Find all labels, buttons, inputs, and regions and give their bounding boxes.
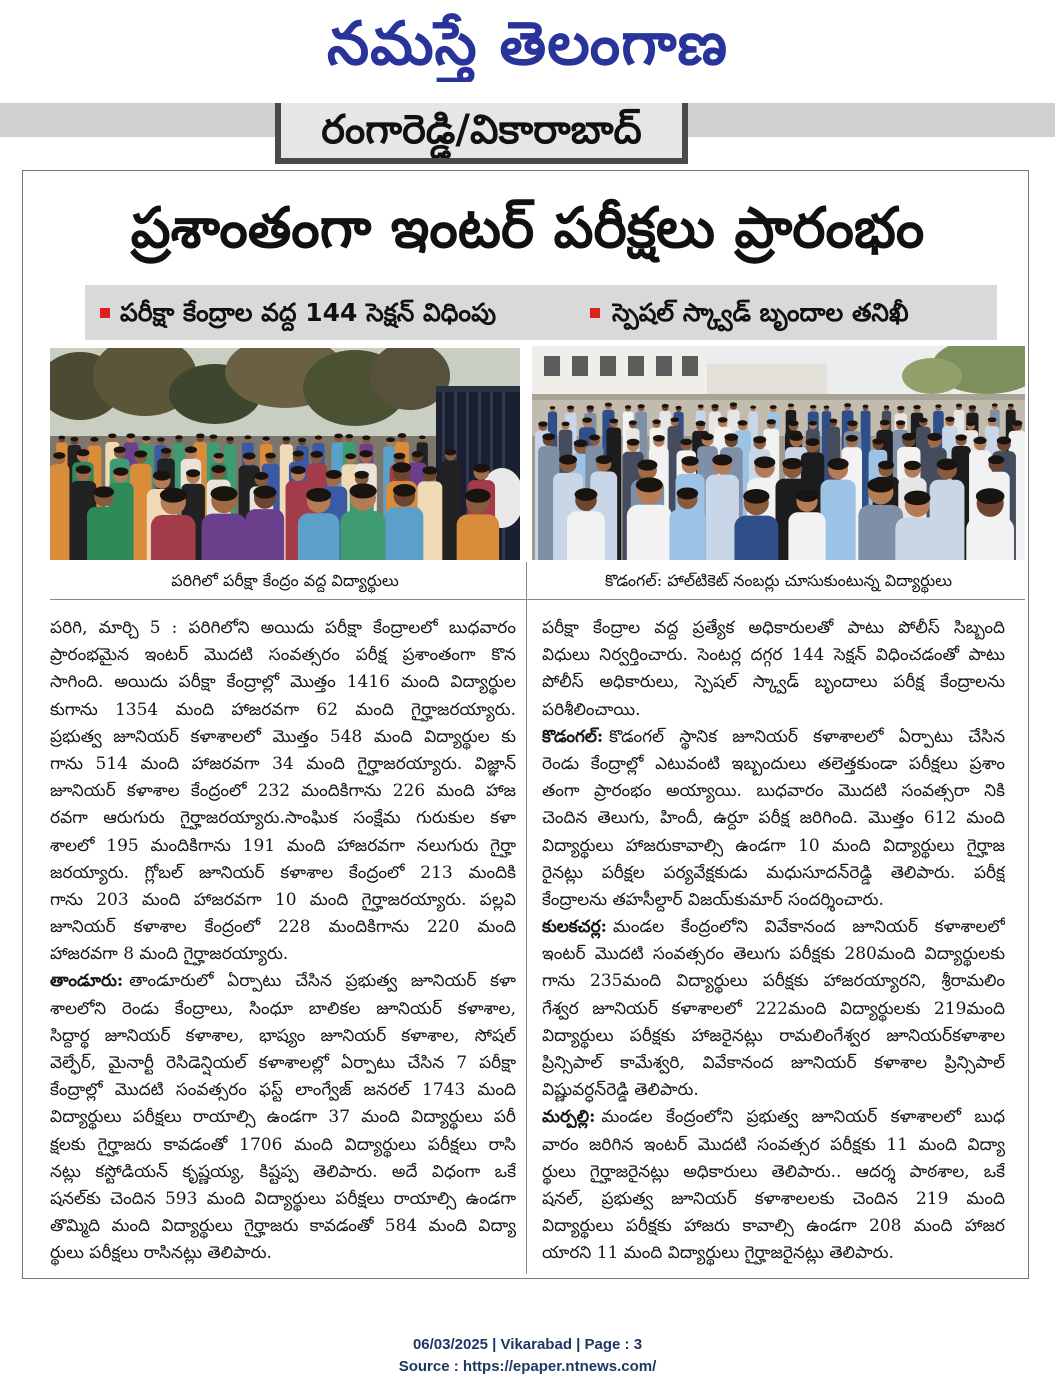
text-line: [50, 833, 516, 860]
line-text: కేంద్రాల్లో మొదటి సంవత్సరం ఫస్ట్ లాంగ్వేజ్ జనరల్ 1743 మంది: [50, 1080, 516, 1101]
text-line: [542, 805, 1005, 832]
text-line: [50, 751, 516, 778]
text-line: [542, 724, 1005, 751]
line-text: విద్యార్థులు పరీక్షలు రాయాల్సి ఉండగా 37 మంది విద్యార్థులు పరీ: [50, 1107, 516, 1128]
line-text: షనల్‌కు చెందిన 593 మంది విద్యార్థులు పరీక్షలు రాయాల్సి ఉండగా: [50, 1188, 516, 1209]
section-label: రంగారెడ్డి/వికారాబాద్: [281, 103, 682, 158]
line-text: క్షలకు గైర్హాజరు కావడంతో 1706 మంది విద్యార్థులు పరీక్షలు రాసి: [50, 1134, 516, 1155]
text-line: [542, 1023, 1005, 1050]
text-line: [50, 1104, 516, 1131]
line-text: ప్రారంభమైన ఇంటర్ మొదటి సంవత్సరం పరీక్ష ప్రశాంతంగా కొన: [50, 645, 516, 666]
text-line: [542, 941, 1005, 968]
photo-students-checking-hallticket: [532, 346, 1025, 560]
line-text: విద్యార్థులు పరీక్షకు హాజరైనట్లు రామలింగేశ్వర జూనియర్‌కళాశాల: [542, 1025, 1005, 1046]
text-line: [542, 751, 1005, 778]
subheadline-2: స్పెషల్ స్క్వాడ్ బృందాల తనిఖీ: [612, 298, 909, 327]
text-line: [542, 669, 1005, 696]
dateline-place: కొడంగల్:: [542, 726, 604, 747]
photo-crowd-image: [50, 348, 520, 560]
text-line: [542, 1213, 1005, 1240]
text-line: [542, 833, 1005, 860]
photo-crowd-image: [532, 346, 1025, 560]
text-line: [50, 1050, 516, 1077]
text-line: [542, 1050, 1005, 1077]
line-text: పోలీస్ అధికారులు, స్పెషల్ స్క్వాడ్ బృందాలు పరీక్ష కేంద్రాలను: [542, 672, 1005, 693]
masthead-logo: నమస్తే తెలంగాణ: [326, 9, 729, 79]
text-line: [50, 968, 516, 995]
text-line: [542, 1077, 1005, 1104]
line-text: రవగా ఆరుగురు గైర్హాజరయ్యారు.సాంఘిక సంక్షేమ గురుకుల కళా: [50, 808, 516, 829]
text-line: [50, 805, 516, 832]
text-line: [50, 778, 516, 805]
text-line: [50, 1186, 516, 1213]
line-text: కొడంగల్ స్థానిక జూనియర్ కళాశాలలో ఏర్పాటు చేసిన: [609, 726, 1005, 747]
line-text: విద్యార్థులు హాజరుకావాల్సి ఉండగా 10 మంది విద్యార్థులు గైర్హాజ: [542, 835, 1005, 856]
line-text: వారం జరిగిన ఇంటర్ మొదటి సంవత్సర పరీక్షకు 11 మంది విద్యా: [542, 1134, 1005, 1155]
line-text: హాజరవగా 8 మంది గైర్హాజరయ్యారు.: [50, 944, 289, 965]
text-line: [50, 697, 516, 724]
line-text: గాను 235మంది విద్యార్థులు పరీక్షకు హాజరయ్యారని, శ్రీరామలిం: [542, 971, 1005, 992]
photo-students-at-exam-center: [50, 348, 520, 560]
text-line: [542, 887, 1005, 914]
text-line: [50, 1077, 516, 1104]
caption-rule: [50, 599, 1025, 600]
article-headline: ప్రశాంతంగా ఇంటర్ పరీక్షలు ప్రారంభం: [130, 196, 925, 261]
line-text: మండల కేంద్రంలోని వివేకానంద జూనియర్ కళాశాలలో: [612, 917, 1005, 938]
footer-source-line: Source : https://epaper.ntnews.com/: [398, 1358, 657, 1375]
line-text: ర్థులు గైర్హాజరైనట్లు అధికారులు తెలిపారు.. ఆదర్శ పాఠశాల, ఒకే: [542, 1161, 1005, 1182]
footer-edition-line: 06/03/2025 | Vikarabad | Page : 3: [412, 1336, 643, 1353]
text-line: [50, 941, 516, 968]
text-line: [50, 669, 516, 696]
text-line: [542, 642, 1005, 669]
red-square-bullet-icon: [590, 308, 600, 318]
text-line: [50, 1240, 516, 1267]
line-text: వెల్ఫేర్, మైనార్టీ రెసిడెన్షియల్ కళాశాలల్లో ఏర్పాటు చేసిన 7 పరీక్షా: [50, 1053, 516, 1073]
article-column-right: [542, 615, 1005, 1268]
text-line: [542, 697, 1005, 724]
line-text: గాను 514 మంది హాజరవగా 34 మంది గైర్హాజరయ్యారు. విజ్ఞాన్: [50, 753, 516, 774]
text-line: [542, 996, 1005, 1023]
photo-caption-2: కొడంగల్: హాల్‌టికెట్ నంబర్లు చూసుకుంటున్న విద్యార్థులు: [605, 571, 952, 590]
line-text: మండల కేంద్రంలోని ప్రభుత్వ జూనియర్ కళాశాలలో బుధ: [601, 1107, 1005, 1128]
line-text: పరీక్షా కేంద్రాల వద్ద ప్రత్యేక అధికారులతో పాటు పోలీస్ సిబ్బంది: [542, 618, 1005, 638]
line-text: విధులు నిర్వర్తించారు. సెంటర్ల దగ్గర 144 సెక్షన్ విధించడంతో పాటు: [542, 645, 1005, 666]
line-text: పరిశీలించాయి.: [542, 699, 641, 720]
subheadline-1: పరీక్షా కేంద్రాల వద్ద 144 సెక్షన్ విధింపు: [120, 298, 497, 327]
text-line: [542, 1132, 1005, 1159]
line-text: కుగాను 1354 మంది హాజరవగా 62 మంది గైర్హాజరయ్యారు.: [50, 699, 516, 720]
line-text: జరయ్యారు. గ్లోబల్ జూనియర్ కళాశాల కేంద్రంలో 213 మందికి: [50, 862, 516, 883]
text-line: [50, 996, 516, 1023]
text-line: [50, 914, 516, 941]
text-line: [50, 1023, 516, 1050]
dateline-place: మర్పల్లి:: [542, 1107, 596, 1128]
line-text: నట్లు కస్టోడియన్ కృష్ణయ్య, కిష్టప్ప తెలిపారు. అదే విధంగా ఒకే: [50, 1161, 516, 1182]
photo-caption-1: పరిగిలో పరీక్షా కేంద్రం వద్ద విద్యార్థులు: [171, 571, 399, 590]
crowd-figure: [50, 452, 69, 560]
red-square-bullet-icon: [100, 308, 110, 318]
line-text: యారని 11 మంది విద్యార్థులు గైర్హాజరైనట్లు తెలిపారు.: [542, 1243, 894, 1264]
text-line: [50, 724, 516, 751]
text-line: [542, 860, 1005, 887]
line-text: కేంద్రాలను తహసీల్దార్ విజయ్‌కుమార్ సందర్శించారు.: [542, 889, 884, 910]
dateline-place: కులకచర్ల:: [542, 917, 607, 938]
line-text: ప్రభుత్వ జూనియర్ కళాశాలలో మొత్తం 548 మంది విద్యార్థుల కు: [50, 726, 516, 747]
text-line: [542, 968, 1005, 995]
dateline-place: తాండూరు:: [50, 971, 124, 992]
line-text: పరిగి, మార్చి 5 : పరిగిలోని అయిదు పరీక్షా కేంద్రాలలో బుధవారం: [50, 618, 516, 638]
text-line: [50, 1159, 516, 1186]
text-line: [50, 1213, 516, 1240]
line-text: విద్యార్థులు పరీక్షకు హాజరు కావాల్సి ఉండగా 208 మంది హాజర: [542, 1216, 1005, 1237]
line-text: ప్రిన్సిపాల్ కామేశ్వరి, వివేకానంద జూనియర్ కళాశాల ప్రిన్సిపాల్: [542, 1053, 1005, 1073]
text-line: [542, 778, 1005, 805]
text-line: [50, 1132, 516, 1159]
line-text: రెండు కేంద్రాల్లో ఎటువంటి ఇబ్బందులు తలెత్తకుండా పరీక్షలు ప్రశాం: [542, 753, 1005, 774]
article-column-left: [50, 615, 516, 1268]
line-text: జూనియర్ కళాశాల కేంద్రంలో 232 మందికిగాను 226 మంది హాజ: [50, 781, 516, 802]
text-line: [50, 860, 516, 887]
text-line: [542, 1104, 1005, 1131]
text-line: [542, 1159, 1005, 1186]
line-text: విష్ణువర్ధన్‌రెడ్డి తెలిపారు.: [542, 1080, 699, 1101]
line-text: గాను 203 మంది హాజరవగా 10 మంది గైర్హాజరయ్యారు. పల్లవి: [50, 889, 516, 910]
line-text: తంగా ప్రారంభం అయ్యాయి. బుధవారం మొదటి సంవత్సరా నికి: [542, 781, 1005, 802]
line-text: జూనియర్ కళాశాల కేంద్రంలో 228 మందికిగాను 220 మంది: [50, 917, 516, 938]
line-text: సిద్దార్థ జూనియర్ కళాశాల, భాష్యం జూనియర్ కళాశాల, సోషల్: [50, 1025, 516, 1046]
line-text: రైనట్లు పరీక్షల పర్యవేక్షకుడు మధుసూదన్‌రెడ్డి తెలిపారు. పరీక్ష: [542, 862, 1005, 883]
text-line: [542, 914, 1005, 941]
line-text: తొమ్మిది మంది విద్యార్థులు గైర్హాజరు కావడంతో 584 మంది విద్యా: [50, 1216, 516, 1237]
line-text: శాలలోని రెండు కేంద్రాలు, సింధూ బాలికల జూనియర్ కళాశాల,: [50, 998, 516, 1019]
text-line: [50, 642, 516, 669]
line-text: షనల్, ప్రభుత్వ జూనియర్ కళాశాలలకు చెందిన 219 మంది: [542, 1188, 1005, 1209]
section-label-box: [275, 103, 688, 164]
column-divider: [526, 562, 527, 1274]
line-text: సాగింది. అయిదు పరీక్షా కేంద్రాల్లో మొత్తం 1416 మంది విద్యార్థుల: [50, 672, 516, 693]
line-text: శాలలో 195 మందికిగాను 191 మంది హాజరవగా నలుగురు గైర్హా: [50, 835, 516, 856]
line-text: గేశ్వర జూనియర్ కళాశాలలో 222మంది విద్యార్థులకు 219మంది: [542, 998, 1005, 1019]
text-line: [50, 887, 516, 914]
line-text: చెందిన తెలుగు, హిందీ, ఉర్దూ పరీక్ష జరిగింది. మొత్తం 612 మంది: [542, 808, 1005, 829]
line-text: తాండూరులో ఏర్పాటు చేసిన ప్రభుత్వ జూనియర్ కళా: [129, 971, 516, 992]
text-line: [50, 615, 516, 642]
line-text: ర్థులు పరీక్షలు రాసినట్లు తెలిపారు.: [50, 1243, 272, 1264]
line-text: ఇంటర్ మొదటి సంవత్సరం తెలుగు పరీక్షకు 280మంది విద్యార్థులకు: [542, 944, 1005, 965]
text-line: [542, 615, 1005, 642]
text-line: [542, 1186, 1005, 1213]
text-line: [542, 1240, 1005, 1267]
